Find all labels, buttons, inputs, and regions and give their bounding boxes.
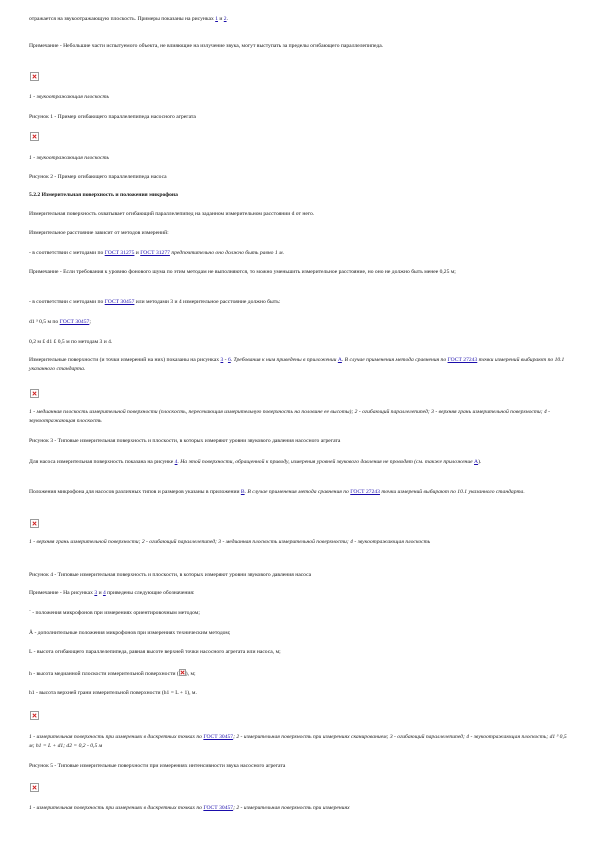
note-parts: Примечание - Небольшие части испытуемого объекта, не влияющие на излучение звука, могут выступать за пределы огибающего параллелепипеда. — [29, 43, 384, 49]
link-appendix-a-2[interactable]: А — [474, 459, 479, 465]
figure-6-legend: 1 - измерительная поверхность при измерениях в дискретных точках по ГОСТ 30457; 2 - измерительная поверхность при измерениях — [29, 805, 350, 811]
symbol-extra-positions: Å - дополнительные положения микрофонов при измерениях техническим методом; — [29, 630, 231, 636]
figure-3-caption: Рисунок 3 - Типовые измерительная поверхность и плоскости, в которых измеряют уровни звукового давления насосного агрегата — [29, 438, 341, 444]
broken-image-icon — [30, 72, 39, 81]
link-figure-4-note[interactable]: 4 — [102, 590, 106, 596]
formula-image-icon — [179, 669, 186, 676]
link-figure-4[interactable]: 4 — [174, 459, 178, 465]
symbol-height-h1: h1 - высота верхней грани измерительной поверхности (h1 = L + 1), м. — [29, 690, 197, 696]
figure-1-legend: 1 - звукоотражающая плоскость — [29, 94, 110, 100]
link-figure-3[interactable]: 3 — [220, 357, 224, 363]
paragraph-microphone-positions: Положения микрофона для насосов различных типов и размеров указаны в приложении В. В случае применения метода сравнения по ГОСТ 27243 точки измерений выбирают по 10.1 указанного стандарта. — [29, 489, 525, 495]
symbol-height-l: L - высота огибающего параллелепипеда, равная высоте верхней точки насосного агрегата или насоса, м; — [29, 649, 281, 655]
link-gost-31277[interactable]: ГОСТ 31277 — [140, 250, 170, 256]
figure-2-caption: Рисунок 2 - Пример огибающего параллелепипеда насоса — [29, 174, 167, 180]
broken-image-icon — [30, 519, 39, 528]
symbol-height-h: h - высота медианной плоскости измерительной поверхности ( ), м; — [29, 671, 196, 677]
broken-image-icon — [30, 711, 39, 720]
broken-image-icon — [30, 783, 39, 792]
link-appendix-b[interactable]: В — [240, 489, 245, 495]
paragraph-distance: Измерительное расстояние зависит от методов измерений: — [29, 230, 169, 236]
figure-2-legend: 1 - звукоотражающая плоскость — [29, 155, 110, 161]
link-gost-31275[interactable]: ГОСТ 31275 — [104, 250, 135, 256]
figure-1-caption: Рисунок 1 - Пример огибающего параллелепипеда насосного агрегата — [29, 114, 196, 120]
formula-d1: d1 ³ 0,5 м по ГОСТ 30457; — [29, 319, 91, 325]
paragraph-figures-3-6: Измерительные поверхности (и точки измерений на них) показаны на рисунках 3 - 6. Требования к ним приведены в приложении А. В случае применения метода сравнения по ГОСТ 27243 точки измерений выбирают по 10.1 указанного стандарта. — [29, 357, 565, 372]
paragraph-pump-surface: Для насоса измерительная поверхность показана на рисунке 4. На этой поверхности, обращенной к приводу, измерения уровней звукового давления не проводят (см. также приложение А). — [29, 459, 482, 465]
link-figure-1[interactable]: 1 — [215, 16, 218, 22]
section-heading: 5.2.2 Измерительная поверхность и положения микрофона — [29, 192, 178, 198]
broken-image-icon — [30, 132, 39, 141]
note-background-noise: Примечание - Если требования к уровню фонового шума по этим методам не выполняются, то можно уменьшить измерительное расстояние, но оно не должно быть менее 0,25 м; — [29, 269, 456, 275]
figure-5-caption: Рисунок 5 - Типовые измерительные поверхности при измерениях интенсивности звука насосного агрегата — [29, 763, 286, 769]
link-gost-30457-4[interactable]: ГОСТ 30457 — [203, 805, 234, 811]
link-figure-2[interactable]: 2 — [223, 16, 227, 22]
link-gost-30457-3[interactable]: ГОСТ 30457 — [203, 734, 234, 740]
paragraph-methods-30457: - в соответствии с методами по ГОСТ 30457 или методами 3 и 4 измерительное расстояние должно быть: — [29, 299, 281, 305]
link-figure-3-note[interactable]: 3 — [94, 590, 98, 596]
link-figure-6[interactable]: 6 — [227, 357, 231, 363]
formula-range: 0,2 м £ d1 £ 0,5 м по методам 3 и 4. — [29, 339, 113, 345]
link-gost-30457[interactable]: ГОСТ 30457 — [104, 299, 135, 305]
link-gost-30457-2[interactable]: ГОСТ 30457 — [59, 319, 90, 325]
link-gost-27243-2[interactable]: ГОСТ 27243 — [350, 489, 380, 495]
symbol-approx-positions: ´ - положения микрофонов при измерениях ориентировочным методом; — [29, 610, 200, 616]
link-gost-27243[interactable]: ГОСТ 27243 — [447, 357, 478, 363]
figure-5-legend: 1 - измерительная поверхность при измерениях в дискретных точках по ГОСТ 30457; 2 - измерительная поверхность при измерениях сканированием; 3 - огибающий параллелепипед; 4 - звукоотражающая плоскость; d1 ³ 0,5 м; h1 = L + d1; d2 = 0,2 - 0,5 м — [29, 734, 567, 749]
note-symbols: Примечание - На рисунках 3 и 4 приведены следующие обозначения: — [29, 590, 195, 596]
figure-4-caption: Рисунок 4 - Типовые измерительная поверхность и плоскости, в которых измеряют уровни звукового давления насоса — [29, 572, 312, 578]
paragraph-intro: отражается на звукоотражающую плоскость. Примеры показаны на рисунках 1 и 2. — [29, 16, 228, 22]
paragraph-methods-31275: - в соответствии с методами по ГОСТ 31275 и ГОСТ 31277 предпочтительно оно должно быть равно 1 м. — [29, 250, 285, 256]
broken-image-icon — [30, 389, 39, 398]
link-appendix-a[interactable]: А — [337, 357, 342, 363]
figure-4-legend: 1 - верхняя грань измерительной поверхности; 2 - огибающий параллелепипед; 3 - медианная плоскость измерительной поверхности; 4 - звукоотражающая плоскость — [29, 539, 431, 545]
figure-3-legend: 1 - медианная плоскость измерительной поверхности (плоскость, пересекающая измерительную поверхность на половине ее высоты); 2 - огибающий параллелепипед; 3 - верхняя грань измерительной поверхности; 4 - звукоотражающая плоскость — [29, 409, 551, 424]
paragraph-surface: Измерительная поверхность охватывает огибающий параллелепипед на заданном измерительном расстоянии d от него. — [29, 211, 315, 217]
